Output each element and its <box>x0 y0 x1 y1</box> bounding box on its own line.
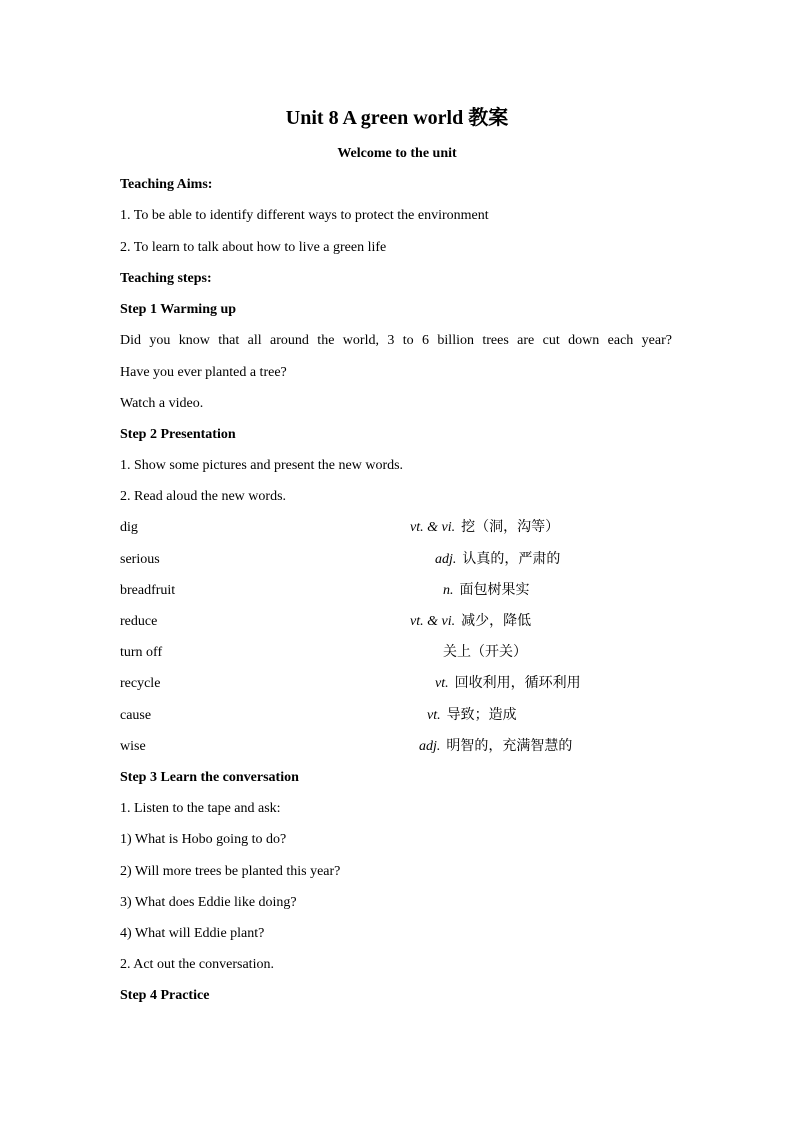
vocab-pos: vt. <box>435 676 449 691</box>
step2-heading: Step 2 Presentation <box>120 427 236 442</box>
step3-line: 3) What does Eddie like doing? <box>120 895 297 910</box>
vocab-meaning: 明智的，充满智慧的 <box>446 738 573 754</box>
vocab-word: serious <box>120 552 160 567</box>
vocab-meaning: 挖（洞，沟等） <box>461 519 560 535</box>
step3-line: 2. Act out the conversation. <box>120 957 274 972</box>
aim-item: 1. To be able to identify different ways to protect the environment <box>120 208 489 223</box>
vocab-pos: adj. <box>419 739 441 754</box>
step3-line: 2) Will more trees be planted this year? <box>120 864 341 879</box>
step1-heading: Step 1 Warming up <box>120 302 237 317</box>
vocab-meaning: 关上（开关） <box>443 644 527 660</box>
step3-line: 1. Listen to the tape and ask: <box>120 801 281 816</box>
step4-heading: Step 4 Practice <box>120 988 210 1003</box>
step1-line: Watch a video. <box>120 396 204 411</box>
vocab-word: recycle <box>120 676 161 691</box>
vocab-pos: n. <box>443 583 454 598</box>
vocab-pos: vt. & vi. <box>410 614 456 629</box>
step3-heading: Step 3 Learn the conversation <box>120 770 299 785</box>
vocab-pos: vt. <box>427 708 441 723</box>
vocab-meaning: 导致；造成 <box>446 707 517 723</box>
vocab-word: dig <box>120 520 138 535</box>
vocab-word: cause <box>120 708 152 723</box>
document-title: Unit 8 A green world 教案 <box>285 107 509 129</box>
steps-heading: Teaching steps: <box>120 271 212 286</box>
aim-item: 2. To learn to talk about how to live a green life <box>120 240 387 255</box>
step1-line: Have you ever planted a tree? <box>120 365 287 380</box>
step3-line: 4) What will Eddie plant? <box>120 926 265 941</box>
vocab-definition <box>410 516 559 539</box>
vocab-meaning: 认真的，严肃的 <box>462 551 561 567</box>
document-subtitle: Welcome to the unit <box>337 146 457 161</box>
vocab-definition <box>427 704 517 727</box>
step2-line: 1. Show some pictures and present the new words. <box>120 458 404 473</box>
vocab-word: breadfruit <box>120 583 176 598</box>
vocab-meaning: 回收利用，循环利用 <box>454 675 581 691</box>
vocab-pos: vt. & vi. <box>410 520 456 535</box>
vocab-definition <box>443 641 527 664</box>
vocab-pos: adj. <box>435 552 457 567</box>
vocab-definition <box>435 548 560 571</box>
step1-line: Did you know that all around the world, 3 to 6 billion trees are cut down each year? <box>120 333 672 348</box>
step2-line: 2. Read aloud the new words. <box>120 489 287 504</box>
vocab-word: reduce <box>120 614 158 629</box>
vocab-definition <box>443 579 530 602</box>
aims-heading: Teaching Aims: <box>120 177 213 192</box>
vocab-word: wise <box>120 739 146 754</box>
vocab-definition <box>435 672 581 695</box>
vocab-definition <box>419 735 572 758</box>
step3-line: 1) What is Hobo going to do? <box>120 832 287 847</box>
vocab-definition <box>410 610 531 633</box>
vocab-meaning: 面包树果实 <box>459 582 530 598</box>
vocab-word: turn off <box>120 645 163 660</box>
vocab-meaning: 减少，降低 <box>461 613 532 629</box>
